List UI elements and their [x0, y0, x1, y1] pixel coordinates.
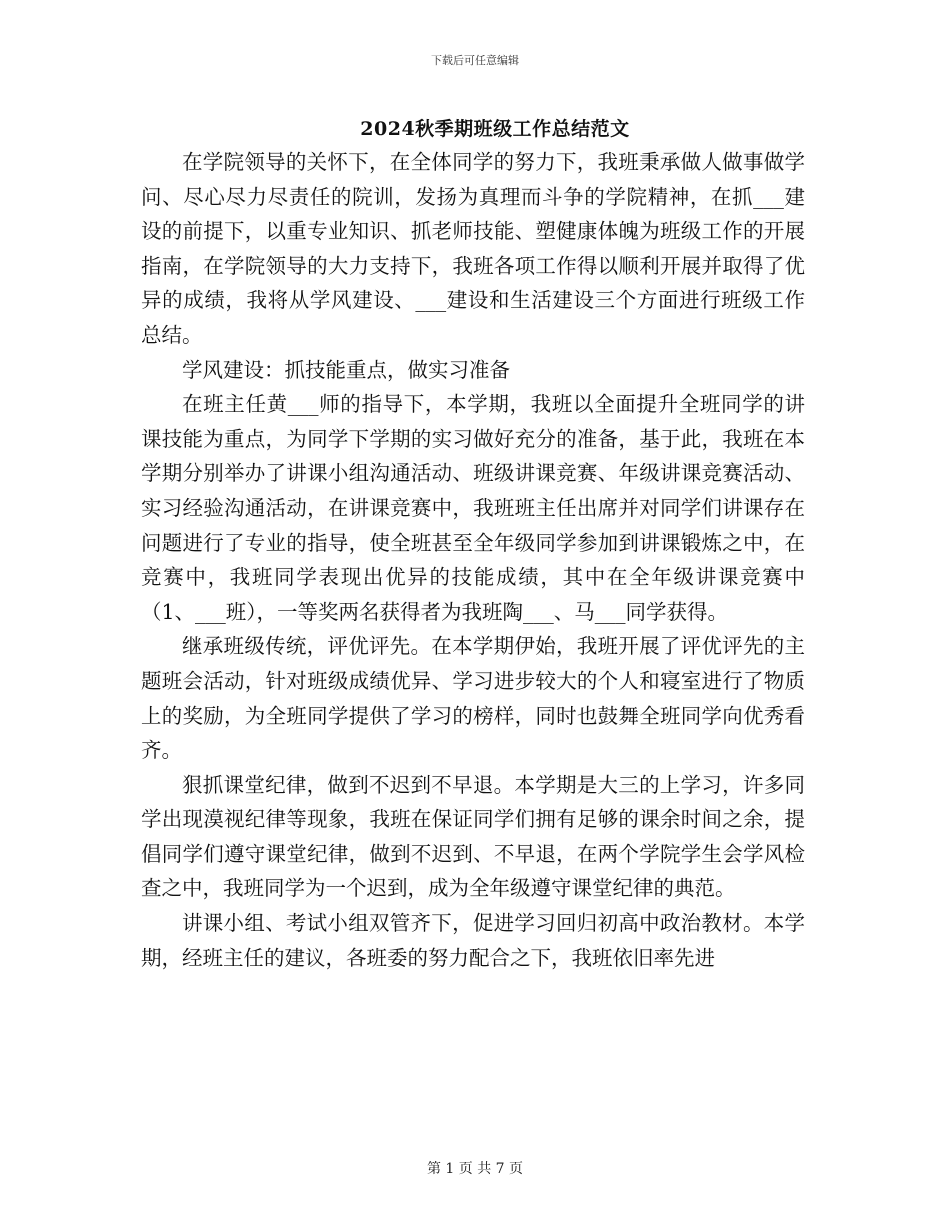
paragraph-skills: 在班主任黄___师的指导下，本学期，我班以全面提升全班同学的讲课技能为重点，为同学下学期的实习做好充分的准备，基于此，我班在本学期分别举办了讲课小组沟通活动、班级讲课竞赛、年级讲课竞赛活动、实习经验沟通活动，在讲课竞赛中，我班班主任出席并对同学们讲课存在问题进行了专业的指导，使全班甚至全年级同学参加到讲课锻炼之中，在竞赛中，我班同学表现出优异的技能成绩，其中在全年级讲课竞赛中（1、___班），一等奖两名获得者为我班陶___、马___同学获得。 [141, 392, 805, 624]
header-note: 下载后可任意编辑 [431, 54, 519, 67]
paragraph-awards: 继承班级传统，评优评先。在本学期伊始，我班开展了评优评先的主题班会活动，针对班级成绩优异、学习进步较大的个人和寝室进行了物质上的奖励，为全班同学提供了学习的榜样，同时也鼓舞全班同学向优秀看齐。 [141, 634, 805, 763]
paragraph-discipline: 狠抓课堂纪律，做到不迟到不早退。本学期是大三的上学习，许多同学出现漠视纪律等现象，我班在保证同学们拥有足够的课余时间之余，提倡同学们遵守课堂纪律，做到不迟到、不早退，在两个学院学生会学风检查之中，我班同学为一个迟到，成为全年级遵守课堂纪律的典范。 [141, 772, 805, 901]
paragraph-intro: 在学院领导的关怀下，在全体同学的努力下，我班秉承做人做事做学问、尽心尽力尽责任的院训，发扬为真理而斗争的学院精神，在抓___建设的前提下，以重专业知识、抓老师技能、塑健康体魄为班级工作的开展指南，在学院领导的大力支持下，我班各项工作得以顺利开展并取得了优异的成绩，我将从学风建设、___建设和生活建设三个方面进行班级工作总结。 [141, 150, 805, 347]
page-number: 第 1 页 共 7 页 [426, 1161, 524, 1177]
document-body [141, 145, 805, 975]
document-title: 2024秋季期班级工作总结范文 [360, 118, 630, 140]
paragraph-section-heading: 学风建设：抓技能重点，做实习准备 [182, 357, 510, 382]
paragraph-study-groups: 讲课小组、考试小组双管齐下，促进学习回归初高中政治教材。本学期，经班主任的建议，各班委的努力配合之下，我班依旧率先进 [141, 911, 805, 970]
